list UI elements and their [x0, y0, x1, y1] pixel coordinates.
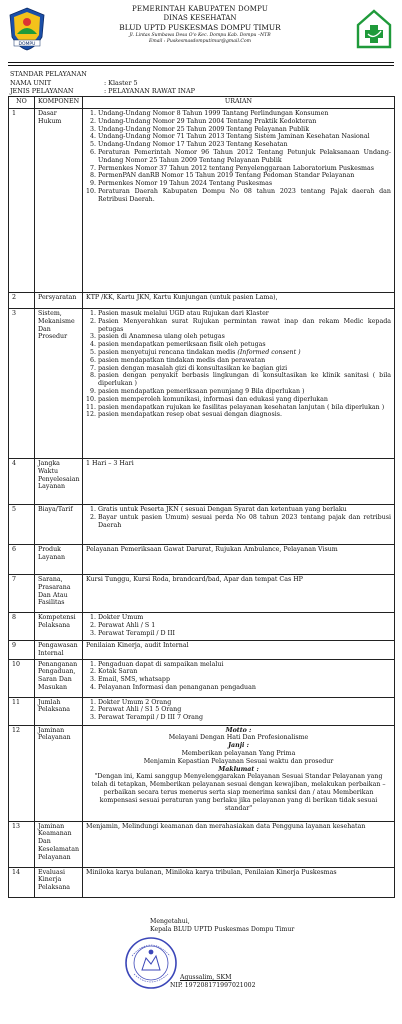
- row-no: 5: [9, 505, 35, 545]
- row-komponen: Kompetensi Pelaksana: [35, 613, 83, 641]
- list-item-text: pasien menyetujui rencana tindakan medis: [98, 348, 236, 356]
- pengaduan-list: [86, 661, 391, 692]
- table-row: [9, 545, 395, 575]
- logo-left-text: DOMPU: [18, 42, 36, 47]
- list-item: 6. pasien mendapatkan tindakan medis dan perawatan: [98, 357, 391, 365]
- row-komponen: Jumlah Pelaksana: [35, 697, 83, 725]
- document-meta: [10, 70, 195, 96]
- row-no: 6: [9, 545, 35, 575]
- list-item: 10. pasien memperoleh komunikasi, informasi dan edukasi yang diperlukan: [98, 396, 391, 404]
- list-item: 3. pasien di Anamnesa ulang oleh petugas: [98, 333, 391, 341]
- prosedur-list: [86, 310, 391, 419]
- letterhead-line3: BLUD UPTD PUSKESMAS DOMPU TIMUR: [119, 23, 281, 32]
- table-row: [9, 575, 395, 613]
- list-item: 6. Peraturan Pemerintah Nomor 96 Tahun 2012 Tentang Petunjuk Pelaksanaan Undang-Undang Nomor 25 Tahun 2009 Tentang Pelayanan Publik: [98, 149, 391, 165]
- letterhead-line2: DINAS KESEHATAN: [163, 14, 237, 22]
- list-item: 10. Peraturan Daerah Kabupaten Dompu No 08 tahun 2023 tentang Pajak daerah dan Retribusi Daerah.: [98, 188, 391, 204]
- motto-text: Melayani Dengan Hati Dan Profesionalisme: [168, 734, 309, 742]
- letterhead-line1: PEMERINTAH KABUPATEN DOMPU: [131, 5, 269, 13]
- row-uraian: [83, 309, 395, 459]
- list-item: 1. Gratis untuk Peserta JKN ( sesuai Dengan Syarat dan ketentuan yang berlaku: [98, 506, 391, 514]
- row-no: 7: [9, 575, 35, 613]
- table-row: [9, 725, 395, 821]
- row-uraian: Penilaian Kinerja, audit Internal: [83, 641, 395, 660]
- table-row: [9, 641, 395, 660]
- list-item: 1. Dokter Umum 2 Orang: [98, 699, 391, 707]
- row-komponen: Jaminan Keamanan Dan Keselamatan Pelayanan: [35, 821, 83, 867]
- row-uraian: [83, 505, 395, 545]
- document-title: STANDAR PELAYANAN: [10, 70, 87, 78]
- row-uraian: Menjamin, Melindungi keamanan dan merahasiakan data Pengguna layanan kesehatan: [83, 821, 395, 867]
- row-komponen: Jangka Waktu Penyelesaian Layanan: [35, 459, 83, 505]
- table-row: [9, 309, 395, 459]
- row-no: 2: [9, 293, 35, 309]
- row-no: 12: [9, 725, 35, 821]
- list-item: 4. Undang-Undang Nomor 71 Tahun 2013 Tentang Sistem Jaminan Kesehatan Nasional: [98, 133, 391, 141]
- dasar-hukum-list: [86, 110, 391, 204]
- maklumat-text: "Dengan ini, Kami sanggup Menyelenggarakan Pelayanan Sesuai Standar Pelayanan yang telah di tetapkan, Memberikan pelayanan sesuai dengan kewajiban, melakukan perbaikan –perbaikan secara terus menerus serta siap menerima sanksi dan / atau Memberikan kompensasi sesuai peraturan yang berlaku jika pelayanan yang di berikan tidak sesuai standar": [91, 773, 386, 812]
- list-item: 9. pasien mendapatkan pemeriksaan penunjang 9 Bila diperlukan ): [98, 388, 391, 396]
- list-item: 7. Permenkes Nomor 37 Tahun 2012 tentang Penyelenggaraan Laboratorium Puskesmas: [98, 165, 391, 173]
- table-row: [9, 659, 395, 697]
- list-item: 4. pasien mendapatkan pemeriksaan fisik oleh petugas: [98, 341, 391, 349]
- row-komponen: Biaya/Tarif: [35, 505, 83, 545]
- motto-label: Motto :: [225, 726, 252, 734]
- list-item: 3. Perawat Terampil / D III: [98, 630, 391, 638]
- list-item: 11. pasien mendapatkan rujukan ke fasilitas pelayanan kesehatan lanjutan ( bila diperlukan ): [98, 404, 391, 412]
- row-uraian: KTP /KK, Kartu JKN, Kartu Kunjungan (untuk pasien Lama),: [83, 293, 395, 309]
- row-no: 14: [9, 867, 35, 897]
- table-header-row: [9, 97, 395, 109]
- maklumat-label: Maklumat :: [218, 765, 259, 773]
- row-komponen: Produk Layanan: [35, 545, 83, 575]
- row-no: 8: [9, 613, 35, 641]
- list-item: 8. PermenPAN danRB Nomor 15 Tahun 2019 Tentang Pedoman Standar Pelayanan: [98, 172, 391, 180]
- row-uraian: Kursi Tunggu, Kursi Roda, brandcard/bad, Apar dan tempat Cas HP: [83, 575, 395, 613]
- kompetensi-list: [86, 614, 391, 637]
- row-komponen: Sistem, Mekanisme Dan Prosedur: [35, 309, 83, 459]
- letterhead-text: [50, 5, 350, 45]
- list-item: 7. pasien dengan masalah gizi di konsultasikan ke bagian gizi: [98, 365, 391, 373]
- list-item: 2. Undang-Undang Nomor 29 Tahun 2004 Tentang Praktik Kedokteran: [98, 118, 391, 126]
- row-no: 3: [9, 309, 35, 459]
- row-no: 1: [9, 109, 35, 293]
- row-komponen: Sarana, Prasarana Dan Atau Fasilitas: [35, 575, 83, 613]
- list-item: 2. Pasien Menyerahkan surat Rujukan permintan rawat inap dan rekam Medic kepada petugas: [98, 318, 391, 334]
- table-row: [9, 867, 395, 897]
- row-uraian: [83, 725, 395, 821]
- letterhead-rule-thick: [8, 62, 394, 63]
- janji-label: Janji :: [228, 742, 249, 750]
- letterhead-rule-thin: [8, 65, 394, 66]
- row-no: 9: [9, 641, 35, 660]
- table-row: [9, 821, 395, 867]
- row-uraian: [83, 109, 395, 293]
- row-komponen: Dasar Hukum: [35, 109, 83, 293]
- row-uraian: 1 Hari – 3 Hari: [83, 459, 395, 505]
- row-uraian: Miniloka karya bulanan, Miniloka karya tribulan, Penilaian Kinerja Puskesmas: [83, 867, 395, 897]
- list-item: 5. Undang-Undang Nomor 17 Tahun 2023 Tentang Kesehatan: [98, 141, 391, 149]
- list-item: 2. Perawat Ahli / S 1: [98, 622, 391, 630]
- list-item: 3. Perawat Terampil / D III 7 Orang: [98, 714, 391, 722]
- table-row: [9, 613, 395, 641]
- letterhead-address: Jl. Lintas Sumbawa Desa O'o Kec. Dompu Kab. Dompu –NTB: [129, 33, 271, 38]
- biaya-list: [86, 506, 391, 529]
- table-row: [9, 505, 395, 545]
- list-item: 1. Dokter Umum: [98, 614, 391, 622]
- row-komponen: Persyaratan: [35, 293, 83, 309]
- row-komponen: Penanganan Pengaduan, Saran Dan Masukan: [35, 659, 83, 697]
- list-item: 8. pasien dengan penyakit berbasis lingkungan di konsultasikan ke klinik sanitasi ( bila diperlukan ): [98, 372, 391, 388]
- table-row: [9, 459, 395, 505]
- row-no: 11: [9, 697, 35, 725]
- header-no: NO: [9, 97, 35, 109]
- health-cross-logo-icon: [355, 9, 393, 49]
- list-item: 1. Pengaduan dapat di sampaikan melalui: [98, 661, 391, 669]
- service-standard-table: [8, 96, 395, 898]
- list-item: 3. Undang-Undang Nomor 25 Tahun 2009 Tentang Pelayanan Publik: [98, 126, 391, 134]
- list-item: 1. Pasien masuk melalui UGD atau Rujukan dari Klaster: [98, 310, 391, 318]
- informed-consent-note: (Informed consent ): [237, 348, 301, 356]
- janji-text-1: Memberikan pelayanan Yang Prima: [181, 749, 296, 757]
- table-row: [9, 109, 395, 293]
- row-komponen: Evaluasi Kinerja Pelaksana: [35, 867, 83, 897]
- list-item: 2. Kotak Saran: [98, 668, 391, 676]
- jumlah-pelaksana-list: [86, 699, 391, 722]
- row-komponen: Jaminan Pelayanan: [35, 725, 83, 821]
- dompu-regency-logo-icon: [8, 7, 46, 51]
- list-item: [98, 349, 391, 357]
- jenis-value: : PELAYANAN RAWAT INAP: [104, 87, 195, 96]
- signature-block: [150, 918, 380, 990]
- table-row: [9, 697, 395, 725]
- list-item: 9. Permenkes Nomor 19 Tahun 2024 Tentang Puskesmas: [98, 180, 391, 188]
- header-uraian: URAIAN: [83, 97, 395, 109]
- list-item: 4. Pelayanan Informasi dan penanganan pengaduan: [98, 684, 391, 692]
- signature-nip: NIP. 197208171997021002: [170, 982, 256, 989]
- row-uraian: Pelayanan Pemeriksaan Gawat Darurat, Rujukan Ambulance, Pelayanan Visum: [83, 545, 395, 575]
- jenis-label: JENIS PELAYANAN: [10, 87, 74, 96]
- row-uraian: [83, 613, 395, 641]
- row-komponen: Pengawasan Internal: [35, 641, 83, 660]
- row-uraian: [83, 659, 395, 697]
- unit-value: : Klaster 5: [104, 78, 138, 87]
- janji-text-2: Menjamin Kepastian Pelayanan Sesuai waktu dan prosedur: [143, 757, 334, 765]
- list-item: 2. Bayar untuk pasien Umum) sesuai perda No 08 tahun 2023 tentang pajak dan retribusi Daerah: [98, 514, 391, 530]
- list-item: 3. Email, SMS, whatsapp: [98, 676, 391, 684]
- row-no: 10: [9, 659, 35, 697]
- letterhead: [8, 5, 394, 67]
- official-stamp-icon: [124, 936, 178, 990]
- unit-label: NAMA UNIT: [10, 78, 52, 87]
- row-no: 13: [9, 821, 35, 867]
- list-item: 1. Undang-Undang Nomor 8 Tahun 1999 Tantang Perlindungan Konsumen: [98, 110, 391, 118]
- signature-name: Agussalim, SKM: [180, 974, 232, 981]
- row-no: 4: [9, 459, 35, 505]
- row-uraian: [83, 697, 395, 725]
- list-item: 2. Perawat Ahli / S1 5 Orang: [98, 706, 391, 714]
- signature-line1: Mengetahui,: [150, 918, 190, 925]
- list-item: 12. pasien mendapatkan resep obat sesuai dengan diagnosis.: [98, 411, 391, 419]
- letterhead-email: Email : Puskesmasdomputimur@gmail.Com: [148, 39, 252, 44]
- header-komponen: KOMPONEN: [35, 97, 83, 109]
- table-row: [9, 293, 395, 309]
- signature-line2: Kepala BLUD UPTD Puskesmas Dompu Timur: [150, 926, 295, 933]
